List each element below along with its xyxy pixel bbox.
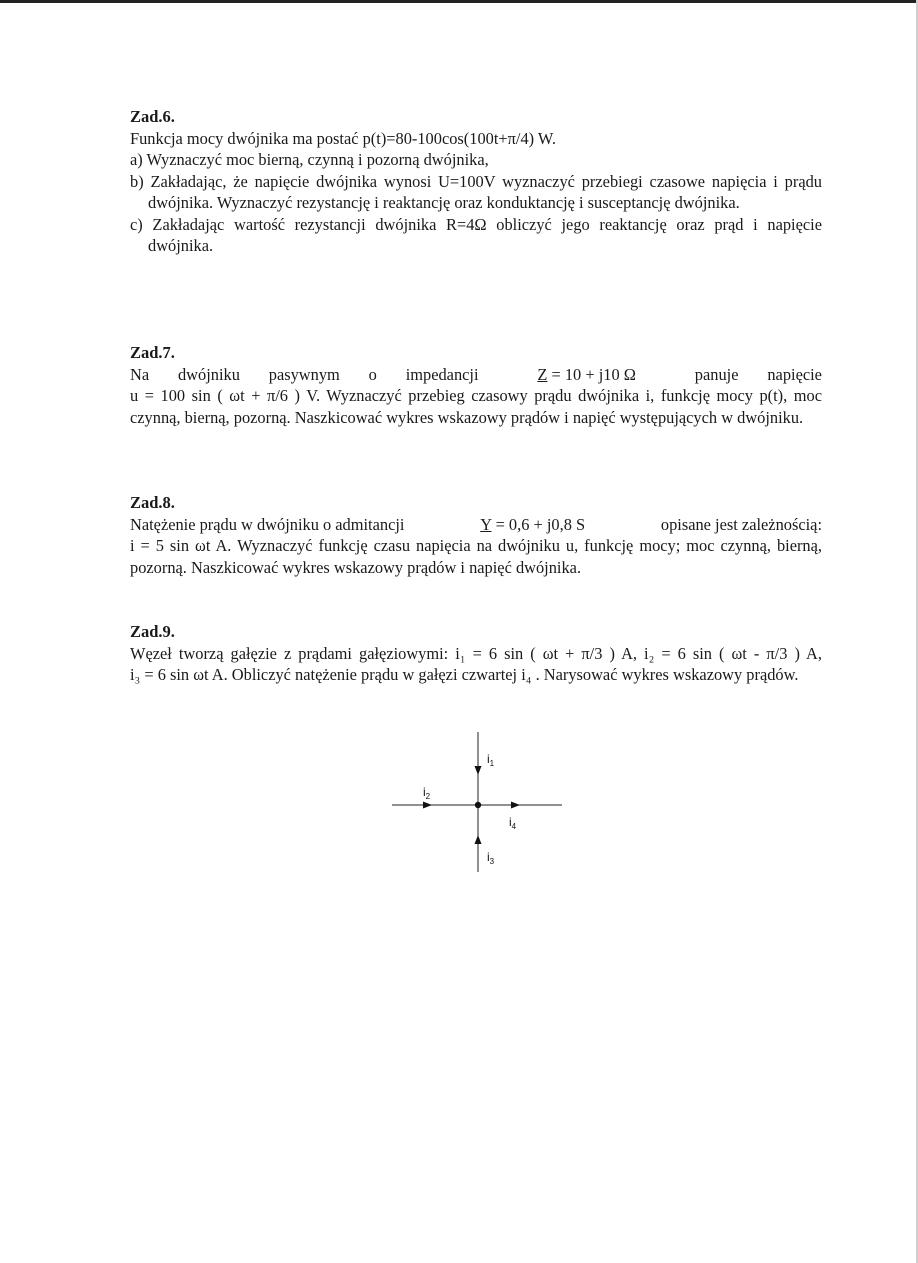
- label-i1: $i_1$: [487, 752, 495, 768]
- task-6: [130, 106, 822, 257]
- task-9: [130, 621, 822, 686]
- label-i2: $i_2$: [423, 785, 431, 801]
- label-i4: $i_4$: [509, 815, 517, 831]
- task-6-part-c: c) Zakładając wartość rezystancji dwójnika R=4Ω obliczyć jego reaktancję oraz prąd i napięcie dwójnika.: [130, 214, 822, 255]
- task-7-word: napięcie: [767, 364, 822, 384]
- impedance-formula: [537, 364, 636, 386]
- task-9-line-2: i₃ = 6 sin ωt A. Obliczyć natężenie prądu w gałęzi czwartej i₄ . Narysować wykres wskazowy prądów.: [130, 665, 799, 684]
- admittance-symbol: Y: [480, 514, 492, 534]
- task-7-word: Na: [130, 364, 150, 384]
- label-i3: $i_3$: [487, 850, 495, 866]
- task-7-word: impedancji: [405, 364, 479, 384]
- task-7-word: o: [368, 364, 377, 384]
- task-8-line-start: Natężenie prądu w dwójniku o admitancji: [130, 514, 405, 534]
- arrow-i1-icon: [475, 766, 482, 775]
- node-current-diagram: [390, 730, 570, 880]
- task-7-word: dwójniku: [177, 364, 240, 384]
- task-8-first-line: [130, 514, 822, 536]
- task-8-body: i = 5 sin ωt A. Wyznaczyć funkcję czasu napięcia na dwójniku u, funkcję mocy; moc czynną, bierną, pozorną. Naszkicować wykres wskazowy prądów i napięć dwójnika.: [130, 536, 822, 577]
- admittance-formula: [480, 514, 585, 536]
- task-6-part-a: a) Wyznaczyć moc bierną, czynną i pozorną dwójnika,: [130, 150, 489, 169]
- task-7-word: panuje: [694, 364, 739, 384]
- task-7-body: u = 100 sin ( ωt + π/6 ) V. Wyznaczyć przebieg czasowy prądu dwójnika i, funkcję mocy p(t), moc czynną, bierną, pozorną. Naszkicować wykres wskazowy prądów i napięć występujących w dwójniku.: [130, 386, 822, 427]
- admittance-value: = 0,6 + j0,8 S: [491, 514, 586, 534]
- arrow-i2-icon: [423, 802, 432, 809]
- impedance-symbol: Z: [537, 364, 548, 384]
- task-7-word: pasywnym: [268, 364, 340, 384]
- task-7-first-line: [130, 364, 822, 386]
- task-6-title: Zad.6.: [130, 107, 175, 126]
- task-8-title: Zad.8.: [130, 493, 175, 512]
- arrow-i3-icon: [475, 835, 482, 844]
- scan-edge-top: [0, 0, 918, 3]
- task-6-intro: Funkcja mocy dwójnika ma postać p(t)=80-100cos(100t+π/4) W.: [130, 128, 556, 148]
- task-8-line-end: opisane jest zależnością:: [660, 514, 822, 534]
- task-9-line-1: Węzeł tworzą gałęzie z prądami gałęziowymi: i₁ = 6 sin ( ωt + π/3 ) A, i₂ = 6 sin ( ωt - π/3 ) A,: [130, 643, 822, 663]
- impedance-value: = 10 + j10 Ω: [547, 364, 636, 384]
- task-6-part-b: b) Zakładając, że napięcie dwójnika wynosi U=100V wyznaczyć przebiegi czasowe napięcia i prądu dwójnika. Wyznaczyć rezystancję i reaktancję oraz konduktancję i susceptancję dwójnika.: [130, 171, 822, 212]
- task-7: [130, 342, 822, 428]
- node-dot: [475, 802, 481, 808]
- task-9-title: Zad.9.: [130, 622, 175, 641]
- task-7-title: Zad.7.: [130, 343, 175, 362]
- arrow-i4-icon: [511, 802, 520, 809]
- task-8: [130, 492, 822, 578]
